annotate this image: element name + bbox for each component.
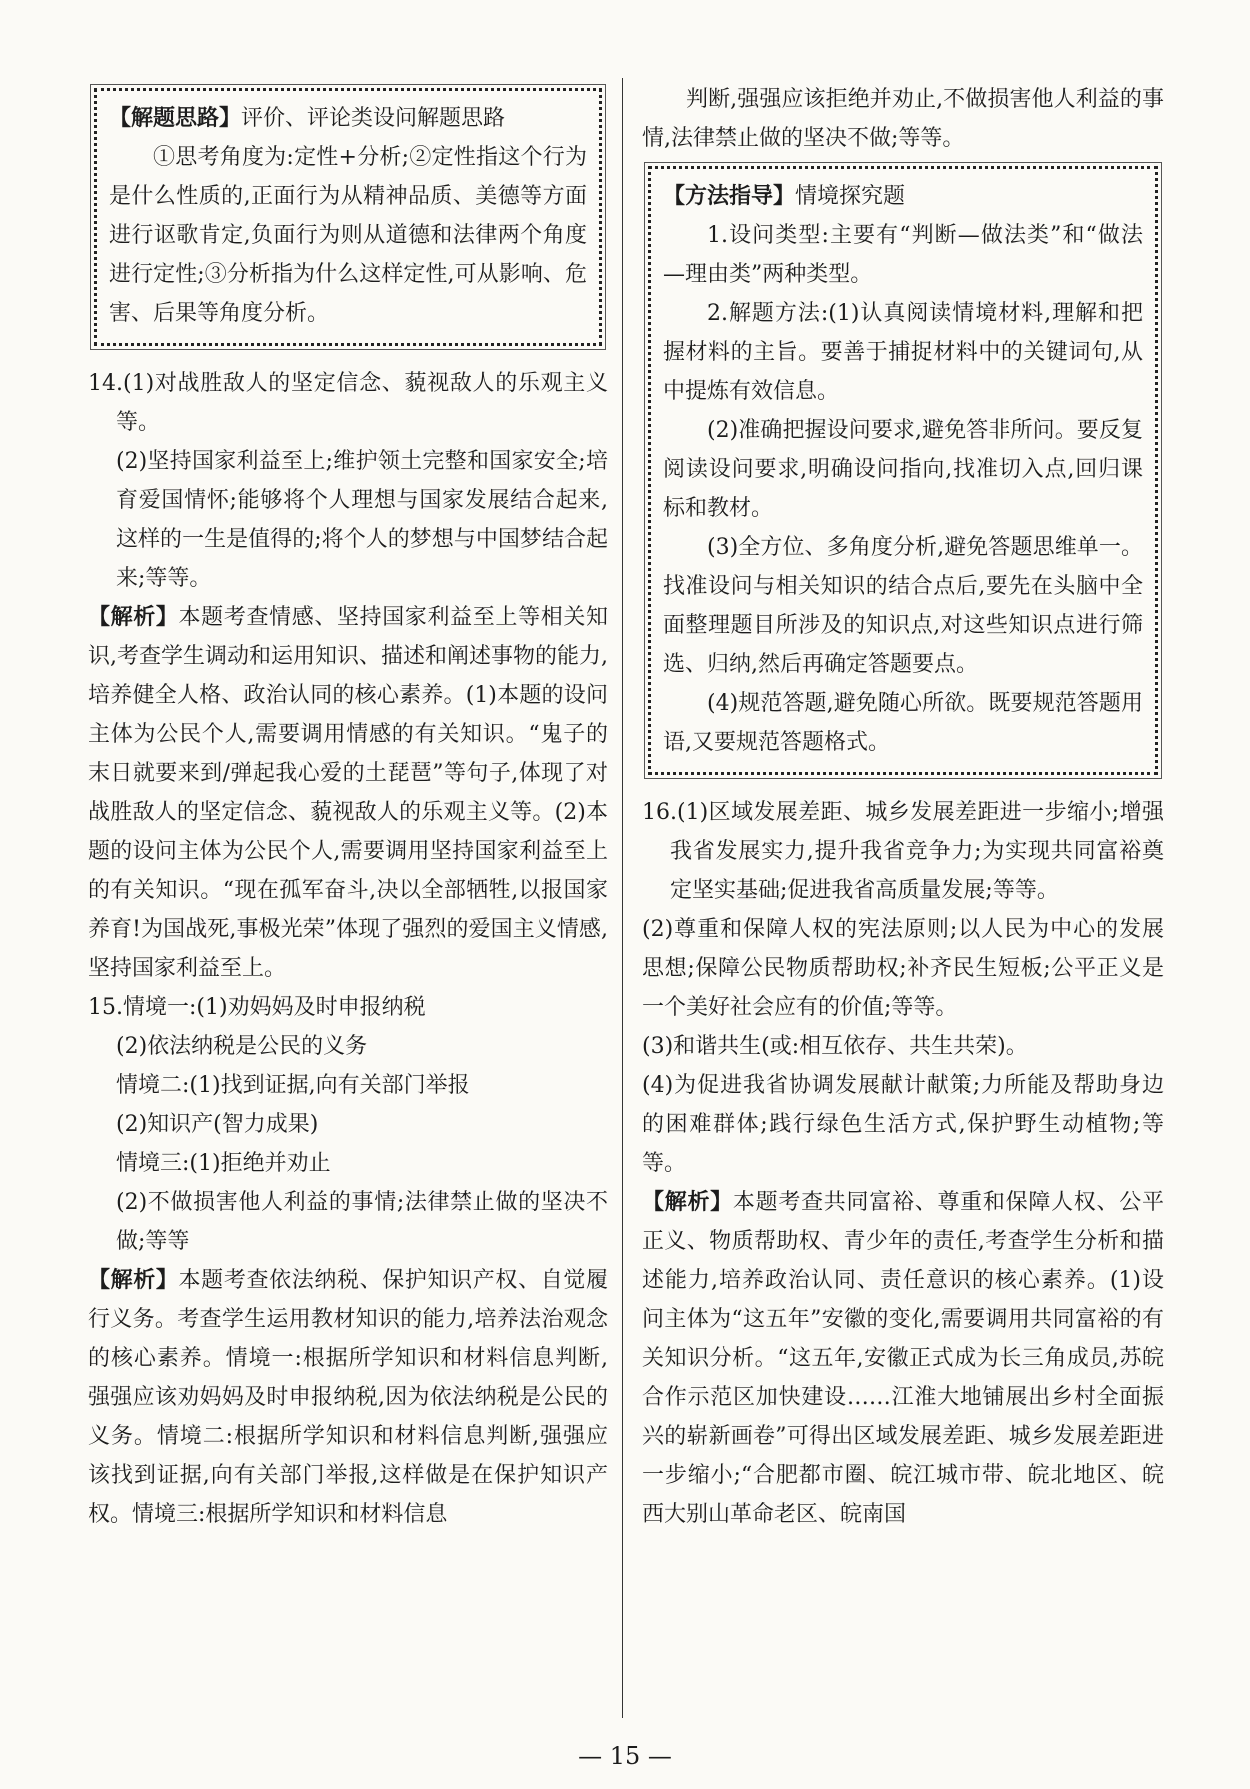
box-paragraph: (3)全方位、多角度分析,避免答题思维单一。找准设问与相关知识的结合点后,要先在头脑中全面整理题目所涉及的知识点,对这些知识点进行筛选、归纳,然后再确定答题要点。 <box>663 535 1143 677</box>
q15-number: 15. <box>88 995 123 1020</box>
box-title: 评价、评论类设问解题思路 <box>241 106 506 131</box>
page-number: — 15 — <box>578 1742 672 1770</box>
q16-answer-2: (2)尊重和保障人权的宪法原则;以人民为中心的发展思想;保障公民物质帮助权;补齐民生短板;公平正义是一个美好社会应有的价值;等等。 <box>642 917 1164 1020</box>
q16-answer-4: (4)为促进我省协调发展献计献策;力所能及帮助身边的困难群体;践行绿色生活方式,保护野生动植物;等等。 <box>642 1073 1164 1176</box>
box-paragraph: 2.解题方法:(1)认真阅读情境材料,理解和把握材料的主旨。要善于捕捉材料中的关键词句,从中提炼有效信息。 <box>663 301 1143 404</box>
box-paragraph: 1.设问类型:主要有“判断—做法类”和“做法—理由类”两种类型。 <box>663 223 1143 287</box>
box-tag: 【解题思路】 <box>109 106 242 131</box>
box-heading <box>109 99 587 138</box>
box-heading <box>663 177 1143 216</box>
solution-approach-box <box>94 88 602 346</box>
q15-line: (2)不做损害他人利益的事情;法律禁止做的坚决不做;等等 <box>116 1190 608 1254</box>
left-column <box>88 80 608 1534</box>
q15-line: 15.情境一:(1)劝妈妈及时申报纳税 <box>88 995 426 1020</box>
question-16 <box>642 793 1164 910</box>
q16-answer-3: (3)和谐共生(或:相互依存、共生共荣)。 <box>642 1034 1028 1059</box>
q15-analysis: 【解析】本题考查依法纳税、保护知识产权、自觉履行义务。考查学生运用教材知识的能力,培养法治观念的核心素养。情境一:根据所学知识和材料信息判断,强强应该劝妈妈及时申报纳税,因为依法纳税是公民的义务。情境二:根据所学知识和材料信息判断,强强应该找到证据,向有关部门举报,这样做是在保护知识产权。情境三:根据所学知识和材料信息 <box>88 1268 608 1527</box>
box-title: 情境探究题 <box>795 184 906 209</box>
analysis-tag: 【解析】 <box>88 605 179 630</box>
question-15 <box>88 988 608 1261</box>
question-14 <box>88 364 608 598</box>
q14-answer-2: (2)坚持国家利益至上;维护领土完整和国家安全;培育爱国情怀;能够将个人理想与国家发展结合起来,这样的一生是值得的;将个人的梦想与中国梦结合起来;等等。 <box>116 449 608 591</box>
q16-analysis: 【解析】本题考查共同富裕、尊重和保障人权、公平正义、物质帮助权、青少年的责任,考查学生分析和描述能力,培养政治认同、责任意识的核心素养。(1)设问主体为“这五年”安徽的变化,需要调用共同富裕的有关知识分析。“这五年,安徽正式成为长三角成员,苏皖合作示范区加快建设……江淮大地铺展出乡村全面振兴的崭新画卷”可得出区域发展差距、城乡发展差距进一步缩小;“合肥都市圈、皖江城市带、皖北地区、皖西大别山革命老区、皖南国 <box>642 1190 1164 1527</box>
method-guide-box <box>648 166 1158 775</box>
column-divider <box>622 78 623 1718</box>
q15-line: 情境二:(1)找到证据,向有关部门举报 <box>116 1073 470 1098</box>
box-paragraph: (2)准确把握设问要求,避免答非所问。要反复阅读设问要求,明确设问指向,找准切入点,回归课标和教材。 <box>663 418 1143 521</box>
q15-line: (2)依法纳税是公民的义务 <box>116 1034 368 1059</box>
q15-line: 情境三:(1)拒绝并劝止 <box>116 1151 331 1176</box>
q14-analysis: 【解析】本题考查情感、坚持国家利益至上等相关知识,考查学生调动和运用知识、描述和阐述事物的能力,培养健全人格、政治认同的核心素养。(1)本题的设问主体为公民个人,需要调用情感的有关知识。“鬼子的末日就要来到/弹起我心爱的土琵琶”等句子,体现了对战胜敌人的坚定信念、藐视敌人的乐观主义等。(2)本题的设问主体为公民个人,需要调用坚持国家利益至上的有关知识。“现在孤军奋斗,决以全部牺牲,以报国家养育!为国战死,事极光荣”体现了强烈的爱国主义情感,坚持国家利益至上。 <box>88 605 608 981</box>
box-paragraph: (4)规范答题,避免随心所欲。既要规范答题用语,又要规范答题格式。 <box>663 691 1143 755</box>
analysis-tag: 【解析】 <box>88 1268 179 1293</box>
q16-number: 16. <box>642 800 677 825</box>
box-body: ①思考角度为:定性+分析;②定性指这个行为是什么性质的,正面行为从精神品质、美德等方面进行讴歌肯定,负面行为则从道德和法律两个角度进行定性;③分析指为什么这样定性,可从影响、危害、后果等角度分析。 <box>109 145 587 326</box>
q14-answer-1: 14.(1)对战胜敌人的坚定信念、藐视敌人的乐观主义等。 <box>88 371 608 435</box>
right-column <box>642 80 1164 1534</box>
q15-line: (2)知识产(智力成果) <box>116 1112 319 1137</box>
analysis-tag: 【解析】 <box>642 1190 733 1215</box>
q15-analysis-continued: 判断,强强应该拒绝并劝止,不做损害他人利益的事情,法律禁止做的坚决不做;等等。 <box>642 87 1164 151</box>
q14-number: 14. <box>88 371 123 396</box>
q16-answer-1: 16.(1)区域发展差距、城乡发展差距进一步缩小;增强我省发展实力,提升我省竞争力;为实现共同富裕奠定坚实基础;促进我省高质量发展;等等。 <box>642 800 1164 903</box>
box-tag: 【方法指导】 <box>663 184 796 209</box>
